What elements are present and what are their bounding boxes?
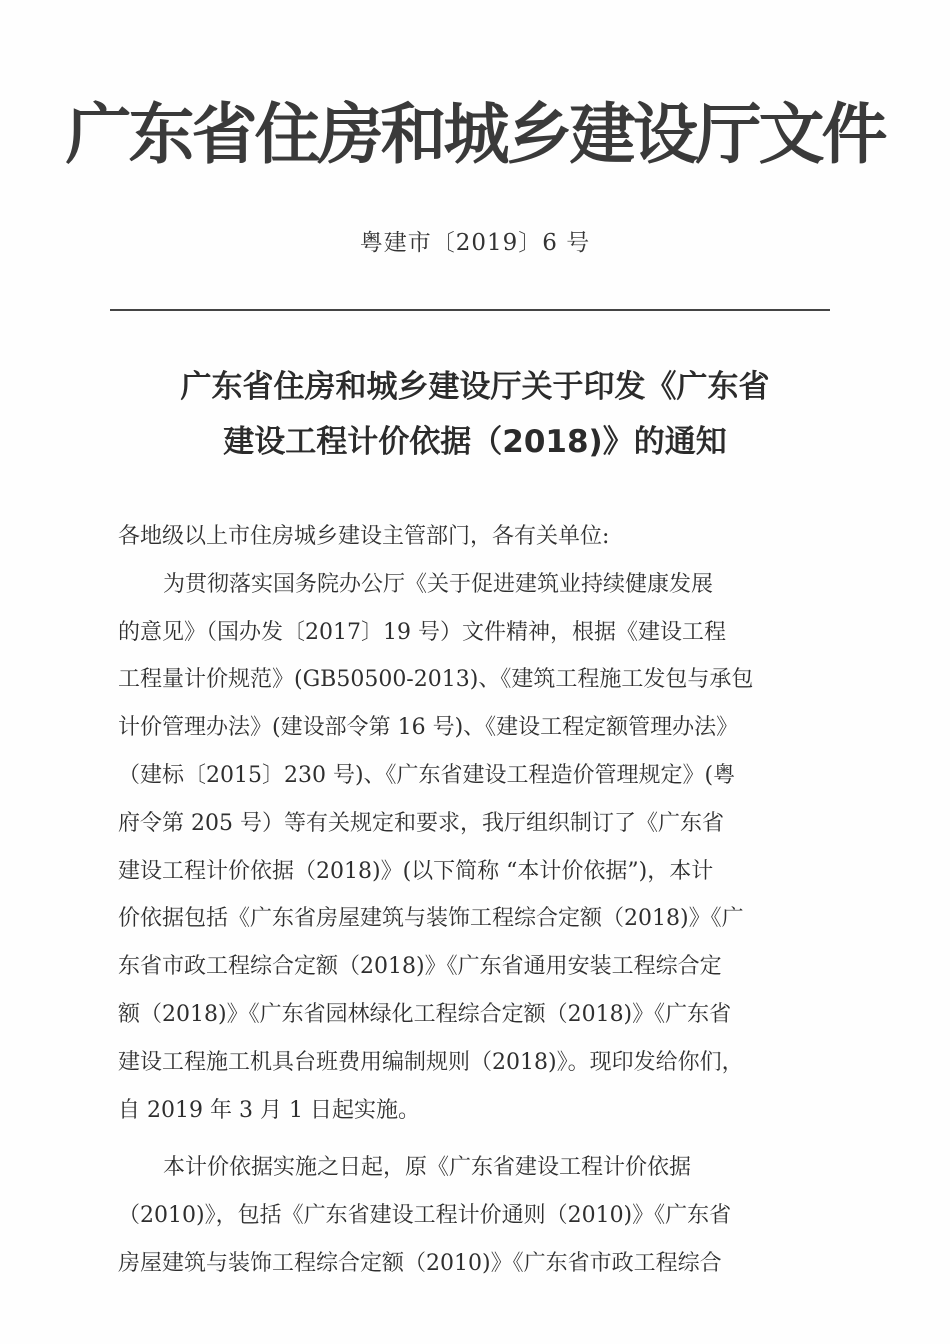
document-number: 粤建市〔2019〕6 号 <box>359 230 591 256</box>
notice-title-line: 建设工程计价依据（2018)》的通知 <box>223 424 727 460</box>
salutation: 各地级以上市住房城乡建设主管部门，各有关单位: <box>118 524 610 549</box>
paragraph-line: 建设工程计价依据（2018)》(以下简称 “本计价依据”)，本计 <box>118 858 714 884</box>
paragraph-line: 建设工程施工机具台班费用编制规则（2018)》。现印发给你们， <box>118 1049 744 1075</box>
paragraph-line: 的意见》（国办发〔2017〕19 号）文件精神，根据《建设工程 <box>118 619 726 645</box>
paragraph-line: 自 2019 年 3 月 1 日起实施。 <box>118 1097 420 1123</box>
paragraph-line: 计价管理办法》(建设部令第 16 号)、《建设工程定额管理办法》 <box>118 715 739 741</box>
notice-body <box>118 513 828 1288</box>
paragraph-line: 本计价依据实施之日起，原《广东省建设工程计价依据 <box>163 1155 692 1181</box>
paragraph-line: 东省市政工程综合定额（2018)》《广东省通用安装工程综合定 <box>118 954 722 980</box>
paragraph-line: 为贯彻落实国务院办公厅《关于促进建筑业持续健康发展 <box>163 571 714 597</box>
paragraph-line: 府令第 205 号）等有关规定和要求，我厅组织制订了《广东省 <box>118 810 724 836</box>
paragraph-line: （建标〔2015〕230 号)、《广东省建设工程造价管理规定》(粤 <box>118 762 736 788</box>
header-divider <box>110 309 830 311</box>
masthead-title: 广东省住房和城乡建设厅文件 <box>65 96 885 173</box>
paragraph-line: 价依据包括《广东省房屋建筑与装饰工程综合定额（2018)》《广 <box>118 906 744 932</box>
notice-title <box>0 360 950 470</box>
paragraph-spacer <box>118 1134 828 1144</box>
paragraph-line: 房屋建筑与装饰工程综合定额（2010)》《广东省市政工程综合 <box>118 1250 722 1276</box>
notice-title-line: 广东省住房和城乡建设厅关于印发《广东省 <box>180 369 770 405</box>
paragraph-line: 额（2018)》《广东省园林绿化工程综合定额（2018)》《广东省 <box>118 1001 732 1027</box>
paragraph-line: （2010)》，包括《广东省建设工程计价通则（2010)》《广东省 <box>118 1203 732 1229</box>
paragraph-line: 工程量计价规范》(GB50500-2013)、《建筑工程施工发包与承包 <box>118 667 754 693</box>
